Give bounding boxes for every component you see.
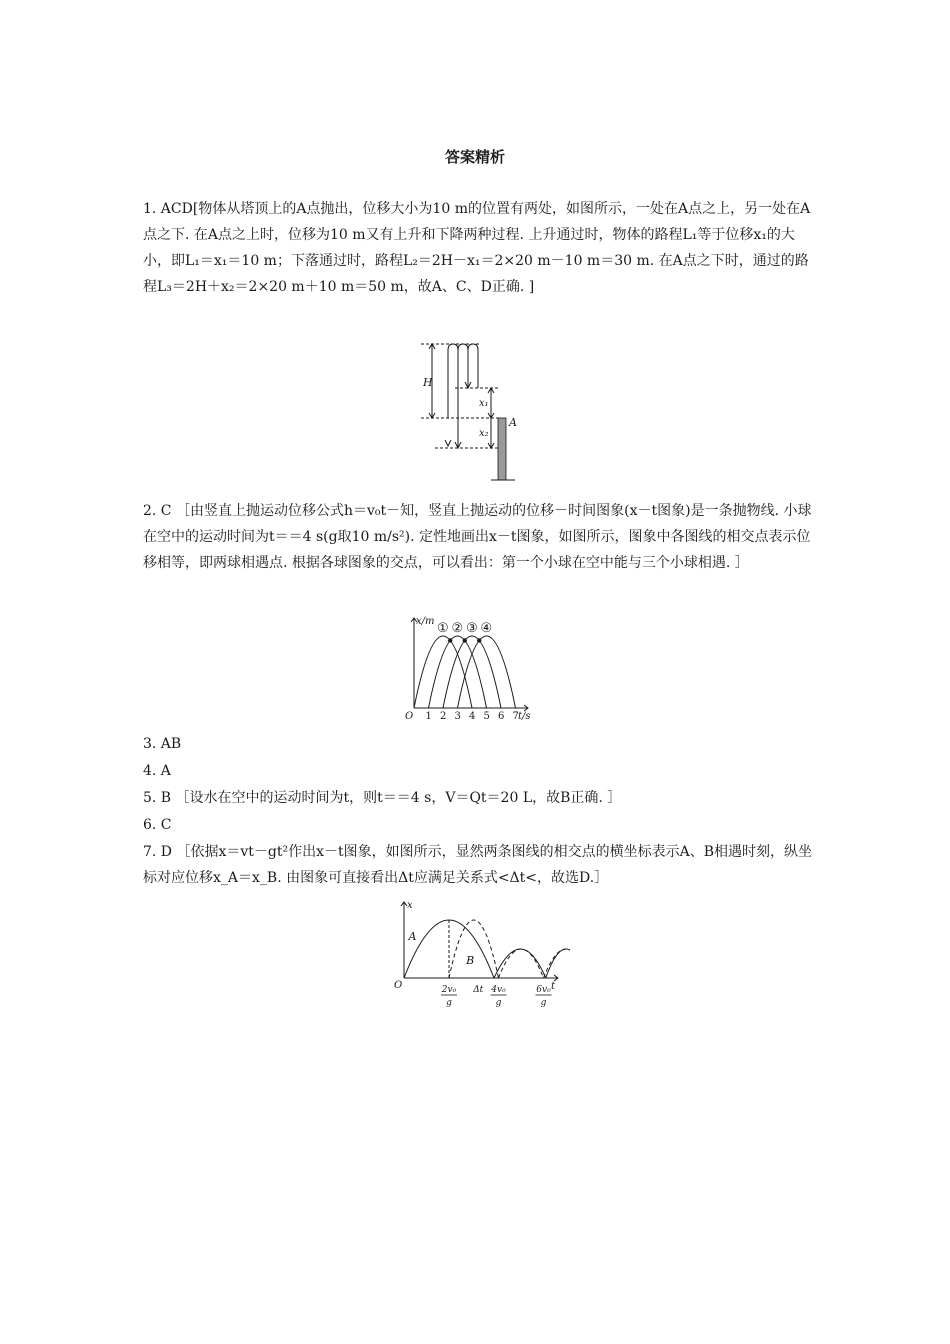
series-label-B: B xyxy=(466,954,475,967)
answer-4-text: 4. A xyxy=(143,763,171,779)
x-axis-label: t xyxy=(551,981,556,992)
y-axis-label: x/m xyxy=(416,616,435,627)
x-tick-numerator: 4v₀ xyxy=(491,985,506,995)
page-title: 答案精析 xyxy=(444,148,505,166)
x-tick-numerator: 2v₀ xyxy=(441,985,457,995)
label-A: A xyxy=(509,416,517,429)
intersection-point xyxy=(463,638,467,642)
x-tick-numerator: 6v₀ xyxy=(536,985,551,995)
answer-6-text: 6. C xyxy=(143,817,172,833)
answer-1-text: 1. ACD[物体从塔顶上的A点抛出，位移大小为10 m的位置有两处，如图所示，一处在A点之上，另一处在A点之下. 在A点之上时，位移为10 m又有上升和下降两种过程. 上升通过时，物体的路程L₁等于位移x₁的大小，即L₁＝x₁＝10 m；下落通过时，路程L₂＝2H－x₁＝2×20 m－10 m＝30 m. 在A点之下时，通过的路程L₃＝2H＋x₂＝2×20 m＋10 m＝50 m，故A、C、D正确. ] xyxy=(143,201,811,295)
series-curve-4 xyxy=(458,636,516,708)
curve-B xyxy=(449,920,499,978)
tower-diagram xyxy=(415,336,525,486)
x-tick-label: 1 xyxy=(425,711,432,722)
x-tick-label: 6 xyxy=(498,711,505,722)
intersection-point xyxy=(448,638,452,642)
series-curve-2 xyxy=(429,636,487,708)
series-curve-3 xyxy=(443,636,501,708)
series-label-3: ③ xyxy=(466,621,478,636)
x-axis-label: t/s xyxy=(518,711,531,722)
answer-2-text: 2. C ［由竖直上抛运动位移公式h＝v₀t－知，竖直上抛运动的位移－时间图象(x－t图象)是一条抛物线. 小球在空中的运动时间为t＝＝4 s(g取10 m/s²). 定性地画出x－t图象，如图所示，图象中各图线的相交点表示位移相等，即两球相遇点. 根据各球图象的交点，可以看出：第一个小球在空中能与三个小球相遇. ］ xyxy=(143,503,812,571)
x-tick-numerator: Δt xyxy=(473,985,484,995)
answer-5-text: 5. B ［设水在空中的运动时间为t，则t＝＝4 s，V＝Qt＝20 L，故B正确. ］ xyxy=(143,790,622,806)
x-tick-label: 7 xyxy=(512,711,519,722)
x-tick-denominator: g xyxy=(446,998,452,1008)
series-label-4: ④ xyxy=(480,621,493,636)
parabola-chart-four-balls xyxy=(400,612,550,724)
x-tick-label: 5 xyxy=(483,711,490,722)
curve-A xyxy=(404,920,494,978)
curve-B-second xyxy=(499,949,544,978)
parabola-chart-a-b xyxy=(390,896,570,1012)
series-label-A: A xyxy=(408,930,417,943)
curve-A-second xyxy=(494,949,546,978)
origin-label: O xyxy=(405,711,414,722)
x-tick-label: 2 xyxy=(440,711,447,722)
label-H: H xyxy=(423,376,433,389)
series-label-1: ① xyxy=(437,621,449,636)
series-curve-1 xyxy=(414,636,472,708)
y-axis-label: x xyxy=(407,900,413,911)
series-label-2: ② xyxy=(451,621,464,636)
answer-7-text: 7. D ［依据x＝vt－gt²作出x－t图象，如图所示，显然两条图线的相交点的横坐标表示A、B相遇时刻，纵坐标对应位移x_A＝x_B. 由图象可直接看出Δt应满足关系式<Δt<，故选D.］ xyxy=(143,844,813,886)
intersection-point xyxy=(477,638,481,642)
origin-label: O xyxy=(394,980,403,991)
x-tick-denominator: g xyxy=(495,998,502,1008)
x-tick-label: 4 xyxy=(469,711,476,722)
answer-3-text: 3. AB xyxy=(143,736,182,752)
x-tick-label: 3 xyxy=(454,711,461,722)
label-x1: x₁ xyxy=(479,398,489,409)
label-x2: x₂ xyxy=(479,428,489,439)
x-tick-denominator: g xyxy=(540,998,547,1008)
